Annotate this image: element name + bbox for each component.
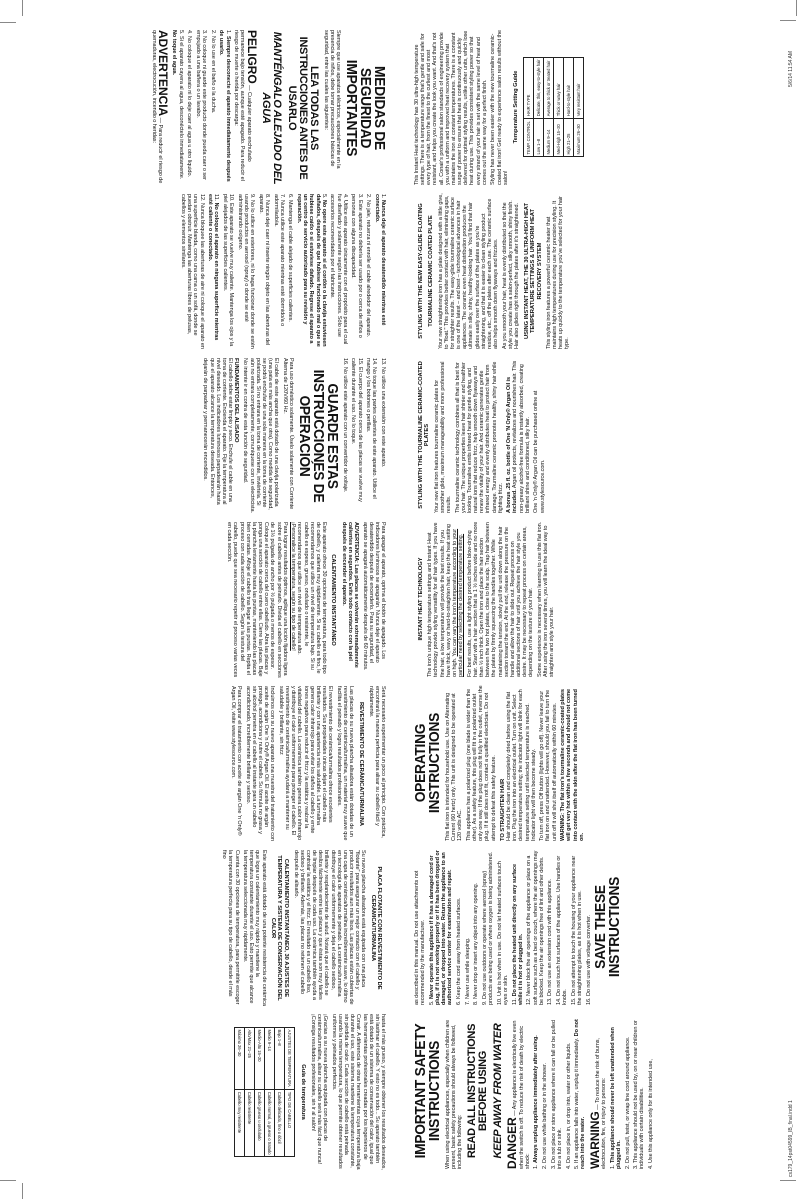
paragraph [560, 685, 585, 841]
text-run: Siempre desconecte el aparato inmediatamente después de usarlo. [218, 30, 231, 182]
section-heading: PLACA FLOTANTE CON REVESTIMIENTO DE CERÁMICA/TURMALINA [369, 866, 382, 990]
section-title: IMPORTANT SAFETY INSTRUCTIONS [412, 1023, 443, 1159]
text-run: 13. Do not use an extension cord with this appliance. [547, 878, 554, 1005]
paragraph [365, 194, 371, 350]
text-run: Las placas de su nueva plancha alisadora están dotadas de un revestimiento de cerámica/turmalina, un material muy suave que facilita el peinado y logra resultados profesionales. [335, 686, 355, 841]
column-7 [414, 29, 584, 185]
crop-mark [0, 1180, 16, 1181]
table-cell: Cabello muy resistente [235, 1089, 245, 1157]
section-heading: CALENTAMIENTO INSTANTÁNEO [330, 554, 337, 646]
paragraph [293, 850, 367, 1006]
text-run: Your new flat iron features tourmaline ceramic plates for smoother glide, maximum manageability and more professional results. [433, 361, 452, 513]
column-2 [177, 194, 386, 350]
paragraph [287, 194, 293, 350]
text-run: Para apagar el aparato, oprima el botón de apagado. Los indicadores luminosos se apagarán. Nunca deje el aparato desatendido después de encenderlo. Para su seguridad, el aparato se apagará automáticamente después de 60 minutos. [361, 522, 386, 671]
paragraph [556, 849, 568, 1005]
section-subtitle: READ ALL INSTRUCTIONS BEFORE USING [466, 1023, 490, 1159]
text-run: Always unplug appliance immediately after using. [533, 1035, 540, 1164]
text-run: — Any appliance is electrically live even when the switch is off. To reduce the risk of death by electric shock: [512, 1020, 531, 1169]
text-run: The iron's unique high temperature settings and Instant Heat technology provide styling versatility for all hair types. If you have fine hair, a low temperature will provide the best results. If you have thick, wavy or hard-to-straighten hair, keep the heat setting on high. [427, 522, 458, 677]
paragraph [365, 358, 377, 514]
paragraph [310, 1014, 328, 1170]
paragraph [537, 521, 555, 677]
paragraph [278, 686, 333, 842]
text-run: Para comprar el tratamiento con aceite de argán One 'n Only® Argan Oil, visite www.stylesource.com. [229, 686, 243, 836]
paragraph [374, 194, 386, 350]
paragraph [551, 1013, 563, 1169]
text-run: Styling has never been easier with the new tourmaline ceramic-coated flat iron! Get ready to experience salon results without the salon! [490, 29, 509, 185]
crop-mark [796, 0, 797, 16]
paragraph [222, 194, 234, 350]
text-run: Argan oil protects, revitalizes and nourishes hair. This non-greasy alcohol-free formula is instantly absorbed, creating brilliant shine and conditioned, silky hair. [512, 360, 531, 513]
text-run: 1. [609, 1163, 616, 1169]
section-heading: REVESTIMIENTO DE CERÁMICA/TURMALINA [357, 701, 364, 827]
column-3 [414, 685, 587, 841]
file-name-footer: cs179_14pst04599_IB_final.indd 1 [788, 1100, 794, 1177]
table-cell: Very resistant hair [574, 57, 584, 119]
paragraph [361, 522, 386, 678]
column-3 [200, 358, 386, 514]
text-run: 9. No lo utilice en exteriores, ni lo haga funcionar donde se estén usando productos en aerosol (spray) o donde se esté administrando oxígeno. [236, 194, 256, 349]
table-cell: Medio 9–14 [265, 1027, 275, 1089]
paragraph [380, 358, 386, 514]
text-run: ADVERTENCIA: Las placas se volverán extremadamente calientes en segundos. Evite todo contacto con la piel después de encender el aparato. [340, 522, 359, 668]
column-2 [414, 849, 625, 1005]
temperature-guide [234, 1014, 305, 1170]
text-run: Para lograr resultados óptimos, aplique una loción fijadora ligera sobre el cabello antes de peinarlo. Divida el cabello en secciones de 1½ pulgada de ancho por ½ pulgada o menos de espesor. Coloque el aparato cerca del cuero cabelludo. Abra las placas y ponga una sección de cabello entre ellas. Cierre las placas. Baje la plancha lentamente hasta las puntas, manteniendo las placas bien cerradas. Afloje el cabello tras llegar a las puntas. Repita el proceso con cada sección de cabello. Según la textura del cabello, puede que sea necesario repetir el proceso varias veces en cada sección. [226, 522, 288, 678]
english-panel [400, 0, 802, 1199]
table-row [255, 1027, 265, 1157]
paragraph [242, 358, 279, 514]
text-run: 7. Nunca utilice este aparato mientras esté dormido/a o adormilado/a. [272, 194, 285, 327]
text-run: No opere este aparato si el cordón o la clavija estuviesen dañados, después de que hubiese funcionado mal o que se hubiese caído o si estuviese dañado. Regrese el aparato a un centro de servicio autorizado para su revisión y reparación. [296, 194, 327, 347]
section-heading: STYLING WITH THE NEW EASY-GLIDE FLOATING [418, 203, 424, 339]
text-run: 3. This appliance should not be used by, on or near children or individuals with certain disabilities. [633, 1020, 646, 1169]
text-run: 11. [213, 194, 220, 203]
paragraph [445, 685, 463, 841]
paragraph [466, 685, 497, 841]
table-cell: Cabello normal, a grueso o tratado [265, 1089, 275, 1157]
table-cell: Medio-Alto 15–20 [255, 1027, 265, 1089]
column-4 [414, 521, 558, 677]
table-cell: Maximum 26–30 [574, 119, 584, 157]
text-run: Do not reach into the water. [574, 1019, 587, 1169]
text-run: 15. Do not attempt to touch the housing of your appliance near the straightening plates, as it is hot when in use. [570, 855, 583, 1005]
paragraph [340, 522, 358, 678]
table-row [534, 57, 544, 157]
paragraph [438, 193, 500, 349]
warning-paragraph [589, 1013, 607, 1169]
table-cell: Thick or wavy hair [554, 57, 564, 119]
text-run: 5. [320, 194, 327, 200]
paragraph [465, 849, 471, 1005]
section-heading: STYLING WITH THE TOURMALINE CERAMIC-COATED PLATES [418, 361, 431, 509]
table-cell: High 21–25 [564, 119, 574, 157]
table-header-row [285, 1027, 295, 1157]
paragraph [434, 357, 452, 513]
text-run: 2. Do not pull, twist, or wrap line cord around appliance. [624, 1036, 631, 1169]
warning-paragraph [233, 30, 257, 186]
text-run: Hair should be clean and completely dried before using the flat iron. Plug the iron into an electrical outlet. Turn on unit. Select desired temperature setting; the indicator light will blink for each temperature setting until selected temperature is reached. Indicator light will then become steady. [506, 689, 537, 841]
paragraph [571, 849, 583, 1005]
paragraph [533, 1013, 539, 1169]
paragraph [566, 1013, 572, 1169]
crop-mark [780, 20, 796, 21]
paragraph [648, 1013, 654, 1169]
text-run: 12. Never block the air openings of the appliance or place on a soft surface such as a bed or couch, where the air openings may be blocked. Keep the air openings free of lint and other debris. [526, 850, 545, 1005]
section-heading: FUNDAMENTOS DEL ALISADO [233, 358, 240, 443]
text-run: 13. No utilice una extensión con este aparato. [380, 358, 386, 468]
text-run: 4. No coloque el aparato ni lo deje caer al agua u otro líquido. [186, 30, 193, 177]
text-run: ¡Gracias a su nueva plancha equipada con placas de cerámica/turmalina, alisar su cabello será más fácil que nunca! ¡Consiga resultados profesionales, sin ir al salón! [309, 1014, 329, 1165]
text-run: El revestimiento de cerámica/turmalina ofrece excelentes resultados. Sus propiedades únicas dejan el cabello más brillante y con una apariencia más saludable. La turmalina genera calor infrarrojo para evitar los daños al cabello y emite iones negativos para reducir el frizz y la estática y realzar la vitalidad del cabello. La cerámica también genera calor infrarrojo y distribuye el calor uniformemente para proteger el cabello. El revestimiento de cerámica/turmalina ayudará a mantener su saludable y brillante, sin frizz [278, 686, 334, 841]
text-run: 1. [380, 194, 386, 200]
paragraph [290, 522, 327, 678]
table-row [235, 1027, 245, 1157]
crop-mark [22, 0, 23, 16]
text-run: 10. Este aparato se vuelve muy caliente. Mantenga los ojos y la piel alejados de las superficies calientes. [222, 194, 235, 347]
text-run: 8. Nunca deje caer ni inserte ningún objeto en las aberturas del aparato. [257, 194, 270, 346]
text-run: Siempre que use aparatos eléctricos, especialmente en la presencia de niños, debe tomar precauciones básicas de seguridad, entre las cuales las siguientes: [322, 30, 341, 169]
text-run: When using electrical appliances, especially when children are present, basic safety precautions should always be followed, including the following: [445, 1019, 464, 1169]
column-1 [148, 30, 386, 186]
section-subtitle: LEA TODAS LAS INSTRUCCIONES ANTES DE USARLO [285, 36, 320, 180]
table-cell: Cabello grueso u ondulado [255, 1089, 265, 1157]
table-cell: Bajo 1–8 [275, 1027, 285, 1089]
text-run: This flat iron is intended for household use. Use on Alternating Current (60 hertz) only. This unit is designed to be operated at 120 volts AC. [445, 692, 464, 841]
text-run: Cuenta con 30 opciones de temperatura, para permitirle escoger la temperatura perfecta para su tipo de cabello, desde el más fino [221, 850, 240, 1005]
paragraph [482, 849, 494, 1005]
text-run: 3. No coloque ni guarde este producto donde pueda caer o ser empujado a una bañera o un lavabo. [194, 30, 208, 180]
paragraph [547, 849, 553, 1005]
column-6 [219, 850, 386, 1006]
paragraph [539, 685, 557, 841]
section-heading: INSTANT HEAT TECHNOLOGY [418, 557, 424, 641]
table-cell: Average to thick or treated hair [544, 57, 554, 119]
paragraph [586, 849, 592, 1005]
text-run: This styling iron features a powerful ceramic heater that maintains high temperatures during use for precision styling. It heats up quickly to the temperature you've selected for your hair type. [546, 196, 571, 349]
paragraph [414, 29, 488, 185]
paragraph [574, 1013, 586, 1169]
paragraph [342, 358, 348, 514]
text-run: 14. No toque las partes calientes de este aparato. Utilice el mango y los botones o perillas. [365, 358, 378, 499]
warning-paragraph [151, 30, 169, 186]
text-run: 11. [511, 996, 518, 1005]
paragraph [526, 849, 544, 1005]
text-run: El cable de este aparato está dotado de una clavija polarizada (una pata es más ancha que otra). Como medida de seguridad, se podrá enchufar de una sola manera en la toma de corriente polarizada. Si no entrara en la toma de corriente, inviértela. Si aún no entrara completamente, comuníquese con un electricista. No intente ir en contra de esta función de seguridad. [242, 358, 280, 513]
text-run: No coloque el aparato en ninguna superficie mientras esté caliente o conectado. [207, 194, 220, 341]
crop-mark [780, 1180, 796, 1181]
temperature-table [234, 1027, 295, 1158]
warning-label: WARNING [588, 1111, 603, 1169]
text-run: This Instant Heat technology has 30 ultra-high temperature settings. There is a temperature range that's gentle and safe for every type of hair, from the finest to the curliest and most resistant, and helps you create the look you want. And that's not all. Conair's professional salon standards of engineering provide you with a uniform and improved heat recovery system that maintains the iron at constant temperatures. There is a constant surge of power to ensure that heat is continuously and quickly delivered for optimal styling results, unlike other units, which lose heat during use. This provides consistent styling power so that every strand of your hair is set with the same level of heat and comes out the same way for a perfect finish. [414, 30, 488, 185]
text-run: 16. Do not use with voltage converter. [585, 914, 592, 1005]
text-run: Never operate this appliance if it has a damaged cord or plug, if it is not working properly or if it has been dropped or damaged, or dropped into water. Return the appliance to an authorized service center for examination and repair. [428, 850, 454, 1005]
paragraph [414, 849, 426, 1005]
paragraph [368, 686, 386, 842]
table-row [574, 57, 584, 157]
table-cell: Cabello delicado, fino o dócil [275, 1089, 285, 1157]
paragraph [221, 850, 239, 1006]
table-header-row [524, 57, 534, 157]
column-6 [414, 193, 573, 349]
text-run: As you smooth your hair, heat is evenly distributed so that the style you create has a salon-perfect, silky smooth, shiny finish. Hair also glides right through the plates after it's straightened. [501, 200, 520, 349]
spanish-panel [0, 0, 400, 1199]
paragraph [258, 194, 270, 350]
paragraph [455, 357, 504, 513]
paragraph [546, 193, 571, 349]
paragraph [456, 849, 462, 1005]
text-run: Nunca deje el aparato desatendido mientras esté conectado. [373, 194, 386, 326]
paragraph [207, 194, 219, 350]
paragraph [323, 30, 341, 186]
text-run: as described in this manual. Do not use attachments not recommended by the manufacturer. [414, 870, 427, 1005]
text-run: Su nueva plancha alisadora está equipada con una placa "flotante" para asegurar un mejor contacto con el cabello y producir resultados aun más lisos. Las placas están cubiertas de una capa de cerámica/turmalina increíblemente suave, lo último en tecnología de aparatos de peinado. La cerámica/turmalina distribuye el calor uniformemente y deja el cabello sedoso, brillante y resplandeciente de salud. Notará que el cabello se desliza fácilmente entre las placas y que éstas son muy fáciles de limpiar después de cada uso. La cerámica también ayuda a controlar la estática y el frizz. El resultado es un cabello liso, sedoso y brillante. Además, las placas no retienen el cabello después de alisarlo. [292, 850, 367, 1005]
table-cell: Med-High 15–20 [554, 119, 564, 157]
table-row [275, 1027, 285, 1157]
warning-label: DANGER [505, 1117, 520, 1169]
text-run: 9. Do not use outdoors or operate where aerosol (spray) products are being used or where oxygen is being administered. [481, 851, 495, 1005]
paragraph [506, 685, 537, 841]
text-run: — To reduce the risk of burns, electrocution, fire, or injury to persons: [595, 1038, 608, 1169]
text-run: 4. Utilice este aparato únicamente con el propósito para el cual fue diseñado y solamente según las instrucciones. Sólo use accesorios recomendados por el fabricante. [329, 194, 348, 345]
text-run: The tourmaline ceramic technology combines all that is best for your hair. The unique properties leave hair shinier and healthier looking. Tourmaline emits infrared heat for gentle styling, and natural ions that reduce frizz, help smooth down flyaways and renew the vitality of your hair. And ceramic generates gentle infrared energy and evenly distributes heat to protect hair from damage. Tourmaline ceramic promotes healthy, shiny hair while fighting frizz. [454, 361, 504, 513]
paragraph [350, 194, 362, 350]
section-heading: TOURMALINE CERAMIC COATED PLATE [428, 215, 435, 327]
text-run: 5. [428, 999, 435, 1005]
table-cell: Cabello resistente [245, 1089, 255, 1157]
text-run: Some experience is necessary when learning to use this flat iron. After using the iron several times, you will learn the ideal way to straighten and style your hair. [536, 521, 556, 677]
text-run: A bonus .25 fl. oz. bottle of One 'N Only® Argan Oil is included. [506, 376, 519, 513]
text-run: 12. Nunca bloquee las aberturas de aire ni coloque el aparato en una superficie blanda, como una cama o un sofá, donde se puedan obstruir. Mantenga las aberturas libres de pelusas, cabellos y elementos similares. [180, 194, 205, 349]
column-header: AJUSTES DE TEMPERATURA [285, 1027, 295, 1089]
paragraph [245, 686, 276, 842]
paragraph [230, 686, 242, 842]
table-row [245, 1027, 255, 1157]
text-run: 4. Do not place in, or drop into, water or other liquids. [565, 1042, 572, 1169]
column-4 [224, 522, 386, 678]
text-run: 10. Unit is hot when in use. Do not let heated surfaces touch eyes or skin. [496, 861, 509, 1005]
warning-paragraph [506, 1013, 530, 1169]
warning-label: PELIGRO [244, 30, 259, 84]
paragraph [467, 521, 535, 677]
table-title: Temperature Setting Guide [512, 70, 519, 144]
paragraph [633, 1013, 645, 1169]
table-cell: Low 1–8 [534, 119, 544, 157]
section-title: OPERATING INSTRUCTIONS [412, 712, 443, 814]
paragraph [490, 29, 508, 185]
table-cell: Máximo 26–30 [235, 1027, 245, 1089]
text-run: 3. Este aparato no debería ser usado por o cerca de niños o personas con alguna discapacidad. [350, 194, 363, 338]
paragraph [429, 849, 454, 1005]
temperature-table [523, 57, 584, 158]
section-heading: CALENTAMIENTO INSTANTÁNEO, 30 AJUSTES DE TEMPERATURA Y SISTEMA DE CONSERVACIÓN DEL CALOR [269, 855, 289, 1001]
paragraph [533, 357, 545, 513]
text-run: 2. Do not use while bathing or in the shower. [542, 1063, 549, 1169]
paragraph [226, 522, 288, 678]
text-run: This appliance should never be left unattended when plugged in. [609, 1027, 622, 1169]
text-run: 1. [224, 30, 231, 36]
text-run: — Cualquier aparato enchufado permanece bajo tensión, aunque esté apagado. Para reducir el riesgo de muerte o herida por descarga: [233, 30, 252, 181]
column-header: HAIR TYPE [524, 57, 534, 119]
text-run: To turn off, press Off button (lights will go off). Never leave your flat iron on and unattended. However, should you fail to turn the unit off it will shut itself off automatically within 60 minutes. [539, 689, 558, 841]
paragraph [282, 358, 294, 514]
section-heading: TO STRAIGHTEN HAIR [499, 778, 506, 841]
paragraph [218, 30, 230, 186]
paragraph [336, 686, 354, 842]
paragraph [195, 30, 207, 186]
text-run: Para uso doméstico solamente. Úselo solamente con Corriente Alterna de 120V/60 Hz. [281, 358, 295, 510]
column-5 [414, 357, 548, 513]
text-run: — Para reducir el riesgo de quemaduras, electrocución, incendio o heridas: [150, 30, 163, 184]
column-7 [234, 1014, 386, 1170]
text-run: ¡Personalice la temperatura, según su tipo de cabello! [290, 522, 297, 651]
print-date-footer: 5/6/14 11:54 AM [788, 50, 794, 87]
text-run: 4. Use this appliance only for its intended use, [648, 1059, 655, 1169]
text-run: Este aparato ofrece 30 opciones de temperatura, para todo tipo de cabello, y calienta muy rápidamente. Si su cabello es fino, le recomendamos que utilice un nivel de temperatura bajo. Si su cabello es espeso, grueso, ondulado o resistente, le recomendamos que utilice un nivel de temperatura alto. [296, 522, 328, 674]
paragraph [329, 194, 347, 350]
text-run: One 'n Only® Argan Oil can be purchased online at www.stylesource.com. [533, 390, 546, 513]
paragraph [296, 194, 327, 350]
text-run: This appliance has a polarized plug (one blade is wider than the other). As a safety feature, this plug will fit in a polarized outlet only one way. If the plug does not fit fully in the outlet, reverse the plug. If it still does not fit, contact a qualified electrician. Do not attempt to defeat this safety feature. [465, 685, 497, 841]
warning-label: ADVERTENCIA [155, 30, 170, 117]
text-run: 5. Si el aparato cayera al agua, desconéctelo inmediatamente. [177, 30, 184, 180]
table-cell: Hard-to-style hair [564, 57, 574, 119]
text-run: 15. El cuerpo del aparato cerca de las placas se vuelve muy caliente durante el uso. No lo toque. [350, 358, 363, 502]
text-run: 1. [533, 1163, 540, 1169]
table-row [265, 1027, 275, 1157]
section-heading: USING INSTANT HEAT, THE 30 ULTRA-HIGH HEAT TEMPERATURE SETTINGS & UNIFORM HEAT RECOVERY SYSTEM [524, 203, 543, 339]
column-header: TIPO DE CABELLO [285, 1089, 295, 1157]
paragraph [473, 849, 479, 1005]
paragraph [625, 1013, 631, 1169]
text-run: Será necesario experimentar un poco al principio. Con práctica, encontrará la manera perfecta para alisar su cabello fácil y rápidamente. [367, 686, 386, 838]
crop-mark [22, 1183, 23, 1199]
text-run: No toque el agua. [171, 30, 178, 75]
text-run: 6. Keep the cord away from heated surfaces. [455, 897, 462, 1005]
text-run: 6. Mantenga el cable alejado de superficies calientes. [287, 194, 294, 322]
table-row [564, 57, 574, 157]
text-run: WARNING: The flat iron's tourmaline ceramic-coated plates will get very hot within a few seconds and should not come into contact with the skin after the flat iron has been turned on. [560, 688, 585, 841]
text-run: 7. Never use while sleeping. [464, 937, 471, 1005]
paragraph [445, 1013, 463, 1169]
paragraph [273, 194, 285, 350]
text-run: hasta el más grueso, y siempre obtener los resultados deseados, sin lastimar el cabello. Y esto no es todo... Su aparato también está dotado de un sistema de conservación del calor, igual que las herramientas profesionales creadas por los ingenieros de Conair. A diferencia de otras herramientas cuya temperatura baja durante el uso, este sistema mantiene la temperatura constante, sin pérdida de calor. Cada sección de cabello está peinada usando la misma temperatura, lo que permite obtener resultados uniformes y peinados perfectos. [330, 1014, 386, 1170]
paragraph [237, 194, 255, 350]
paragraph [331, 1014, 386, 1170]
paragraph [497, 849, 509, 1005]
text-run: Your new straightening iron has a plate designed with a little give, to "float." This provides better contact with hair, eliminating gaps, for straighter results. The easy-glide tourmaline ceramic surface is one of the latest – and best – technological advances in hair appliances. The ceramic even heat distribution produces the ultimate in silky, shiny, healthy-looking hair. You'll find that hair glides easily over the surface of the plates as you're straightening, and that it is easier to clean styling product residue, etc., off the plates after each use. The ceramic surface also helps smooth down flyaways and frizzies. [437, 193, 499, 349]
paragraph [180, 194, 205, 350]
paragraph [186, 30, 192, 186]
text-run: 2. No jale, retuerza ni enrolle el cable alrededor del aparato. [365, 194, 372, 337]
section-subtitle: KEEP AWAY FROM WATER [492, 1023, 505, 1159]
table-title: Guía de temperatura [299, 1064, 306, 1120]
paragraph [171, 30, 183, 186]
text-run: 8. Never drop or insert any object into any opening. [473, 882, 480, 1005]
text-run: 16. No utilice este aparato con un convertidor de voltaje. [341, 358, 348, 493]
column-5 [227, 686, 386, 842]
paragraph [610, 1013, 622, 1169]
temperature-guide [513, 29, 584, 185]
table-row [554, 57, 564, 157]
crop-mark [0, 22, 16, 23]
table-cell: Delicate, thin, easy-to-style hair [534, 57, 544, 119]
table-row [544, 57, 554, 157]
text-run: Do not place the heated unit directly on any surface while it is hot or plugged in. [511, 863, 524, 1005]
paragraph [512, 849, 524, 1005]
table-cell: Alto/Max 21–25 [245, 1027, 255, 1089]
paragraph [502, 193, 520, 349]
column-header: TEMP. CONTROL [524, 119, 534, 157]
paragraph [202, 358, 233, 514]
table-cell: Medium 9–14 [544, 119, 554, 157]
column-1 [414, 1013, 657, 1169]
text-run: 3. Do not place or store appliance where it can fall or be pulled into a tub or sink. [550, 1019, 563, 1169]
paragraph [506, 357, 531, 513]
paragraph [210, 30, 216, 186]
paragraph [350, 358, 362, 514]
text-run: For best results, use a light styling product before blow-drying hair. Start with a hair section that is 1 ½ inches wide and no more than ½ inch thick. Open the iron and place the hair section between the two hot plates, close to the scalp. Trap hair between the plates by firmly squeezing the handles together. While maintaining the tension, slowly pull the unit down along the hair section toward the end. At the end, release the pressure on the handle and allow the hair to slide out. Repeat process on additional sections of hair until you achieve the hair style you desire. It may be necessary to repeat process on certain areas, depending on the texture of your hair. [466, 521, 535, 677]
text-run: 2. No lo use en el baño o la ducha. [209, 30, 216, 114]
section-title: GUARDE ESTAS INSTRUCCIONES DE OPERACIÓN [296, 369, 342, 503]
section-title: SAVE THESE INSTRUCTIONS [592, 876, 624, 978]
section-subtitle: MANTÉNGALO ALEJADO DEL AGUA [259, 31, 283, 185]
text-run: 5. If an appliance falls into water, unplug it immediately. [574, 1036, 581, 1169]
paragraph [427, 521, 464, 677]
text-run: El cabello debe estar limpio y seco. Enchufe el cable en una toma de corriente. Encienda el aparato. Fije la temperatura al nivel deseado. Los indicadores luminosos parpadearán hasta que el aparato alcance la temperatura deseada. Entonces, dejarán de parpadear y permanecerán encendidos. [202, 358, 234, 505]
text-run: Este aparato está dotado de una potente resistencia de cerámica que logra un calentamiento muy rápido y mantiene la temperatura constante durante el uso. Esto permite que alcance la temperatura seleccionada muy rápidamente. [242, 850, 267, 1006]
text-run: Incluimos con su nuevo aparato una muestra del tratamiento con aceite de argán One 'n Only® Argan Oil. El aceite de argán protege, acondiciona y nutre el cabello. Su fórmula no grasa y sin alcohol penetra en el cabello al instante para un cabello acondicionado, increíblemente brillante y sedoso. [244, 686, 276, 841]
text-run: 14. Do not touch hot surfaces of the appliance. Use handles or knobs. [555, 855, 569, 1005]
text-run: You can vary the iron's temperature according to your particular need by selecting the desired temperature setting. [451, 528, 465, 677]
paragraph [242, 850, 267, 1006]
paragraph [542, 1013, 548, 1169]
section-title: MEDIDAS DE SEGURIDAD IMPORTANTES [343, 59, 388, 157]
